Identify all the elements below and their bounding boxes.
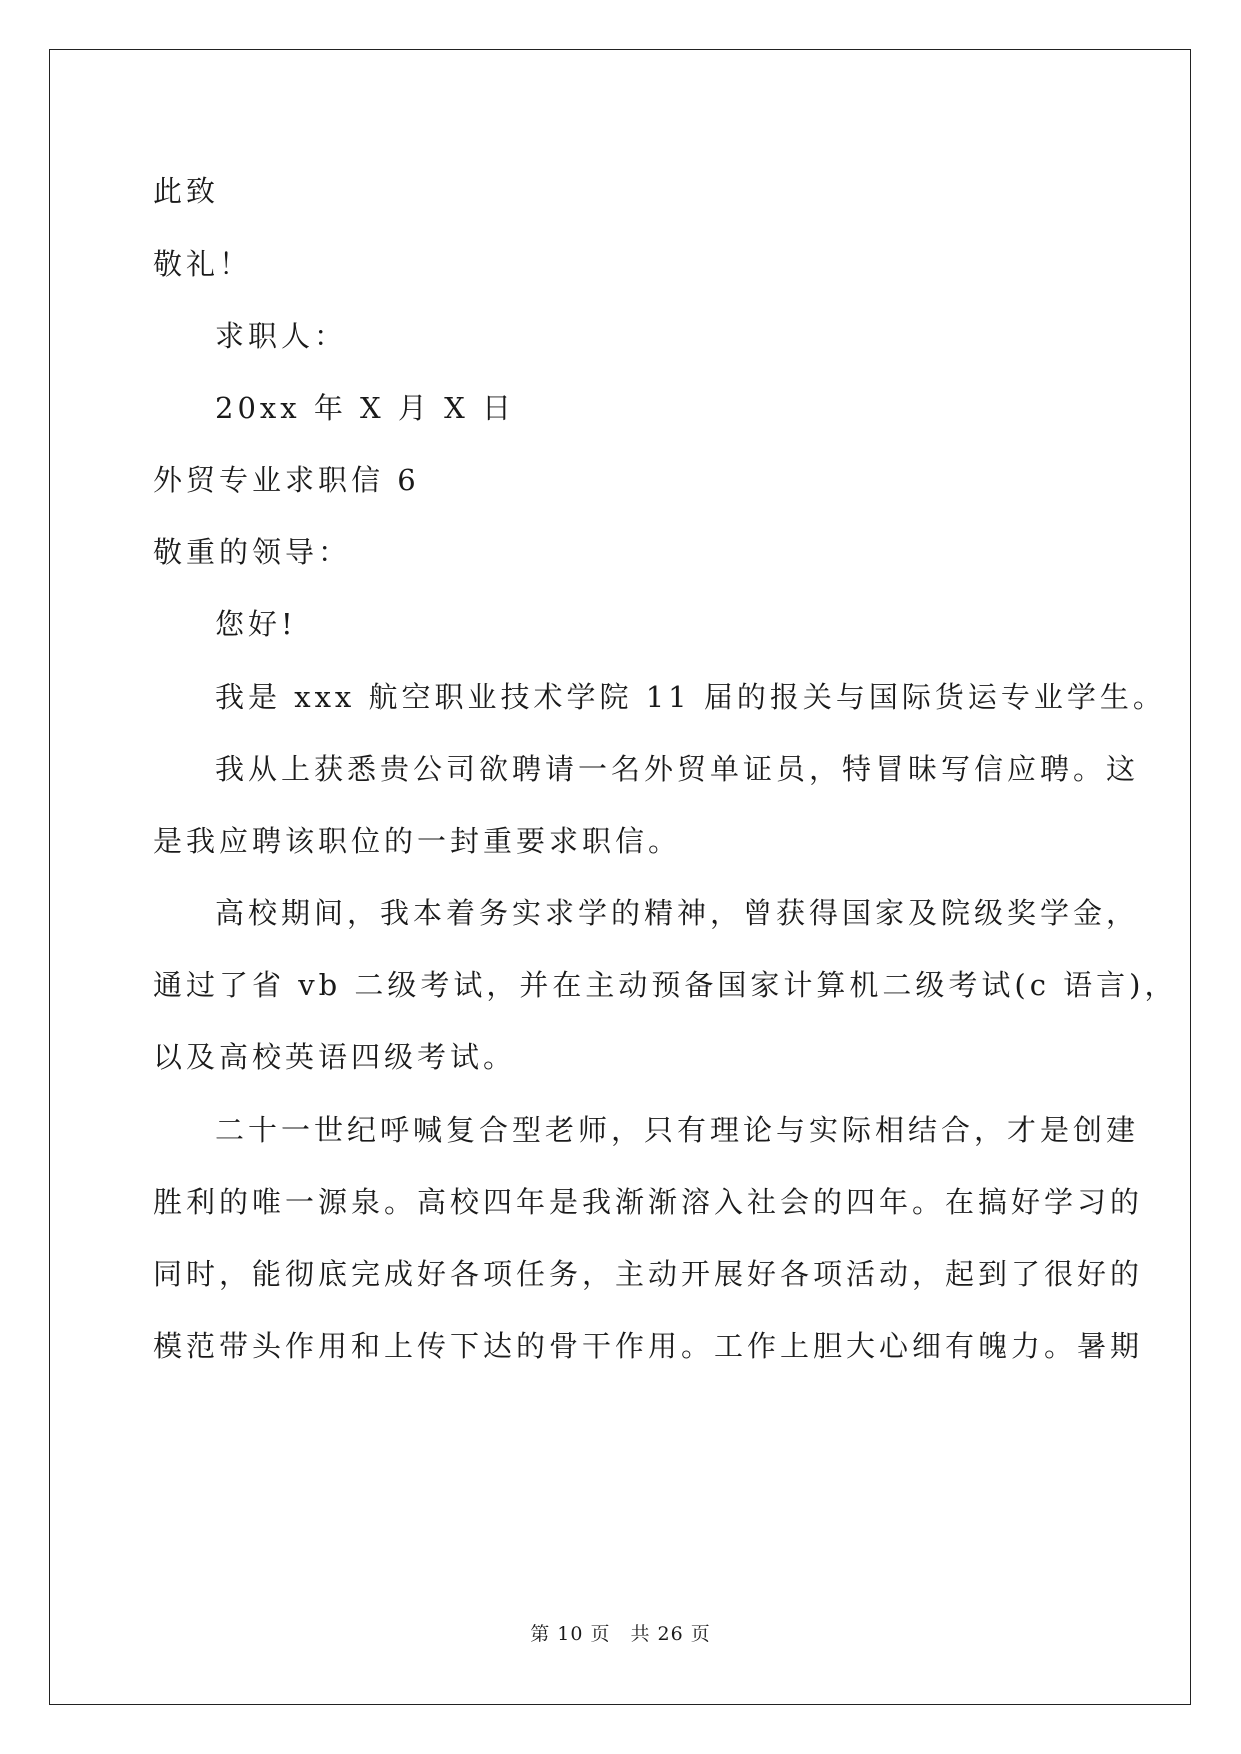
paragraph-line: 同时，能彻底完成好各项任务，主动开展好各项活动，起到了很好的: [153, 1257, 1144, 1291]
page-border: [49, 49, 1191, 1705]
paragraph-line: 模范带头作用和上传下达的骨干作用。工作上胆大心细有魄力。暑期: [153, 1329, 1144, 1363]
salutation: 敬重的领导：: [153, 535, 352, 569]
paragraph-line: 高校期间，我本着务实求学的精神，曾获得国家及院级奖学金，: [215, 896, 1140, 930]
greeting: 您好!: [215, 607, 297, 641]
paragraph-line: 我从上获悉贵公司欲聘请一名外贸单证员，特冒昧写信应聘。这: [215, 752, 1140, 786]
paragraph-line: 二十一世纪呼喊复合型老师，只有理论与实际相结合，才是创建: [215, 1113, 1140, 1147]
section-heading: 外贸专业求职信 6: [153, 463, 420, 497]
paragraph-line: 是我应聘该职位的一封重要求职信。: [153, 824, 682, 858]
page-number-footer: [0, 1622, 1241, 1646]
page-number-text: 第 10 页 共 26 页: [530, 1623, 711, 1645]
paragraph-line: 通过了省 vb 二级考试，并在主动预备国家计算机二级考试(c 语言)，: [153, 968, 1178, 1002]
paragraph-line: 以及高校英语四级考试。: [153, 1040, 517, 1074]
closing-salute: 敬礼！: [153, 247, 253, 281]
paragraph-line: 我是 xxx 航空职业技术学院 11 届的报关与国际货运专业学生。: [215, 680, 1166, 714]
letter-date: 20xx 年 X 月 X 日: [215, 391, 515, 425]
paragraph-line: 胜利的唯一源泉。高校四年是我渐渐溶入社会的四年。在搞好学习的: [153, 1185, 1144, 1219]
closing-phrase: 此致: [153, 174, 220, 208]
applicant-label: 求职人：: [215, 319, 348, 353]
